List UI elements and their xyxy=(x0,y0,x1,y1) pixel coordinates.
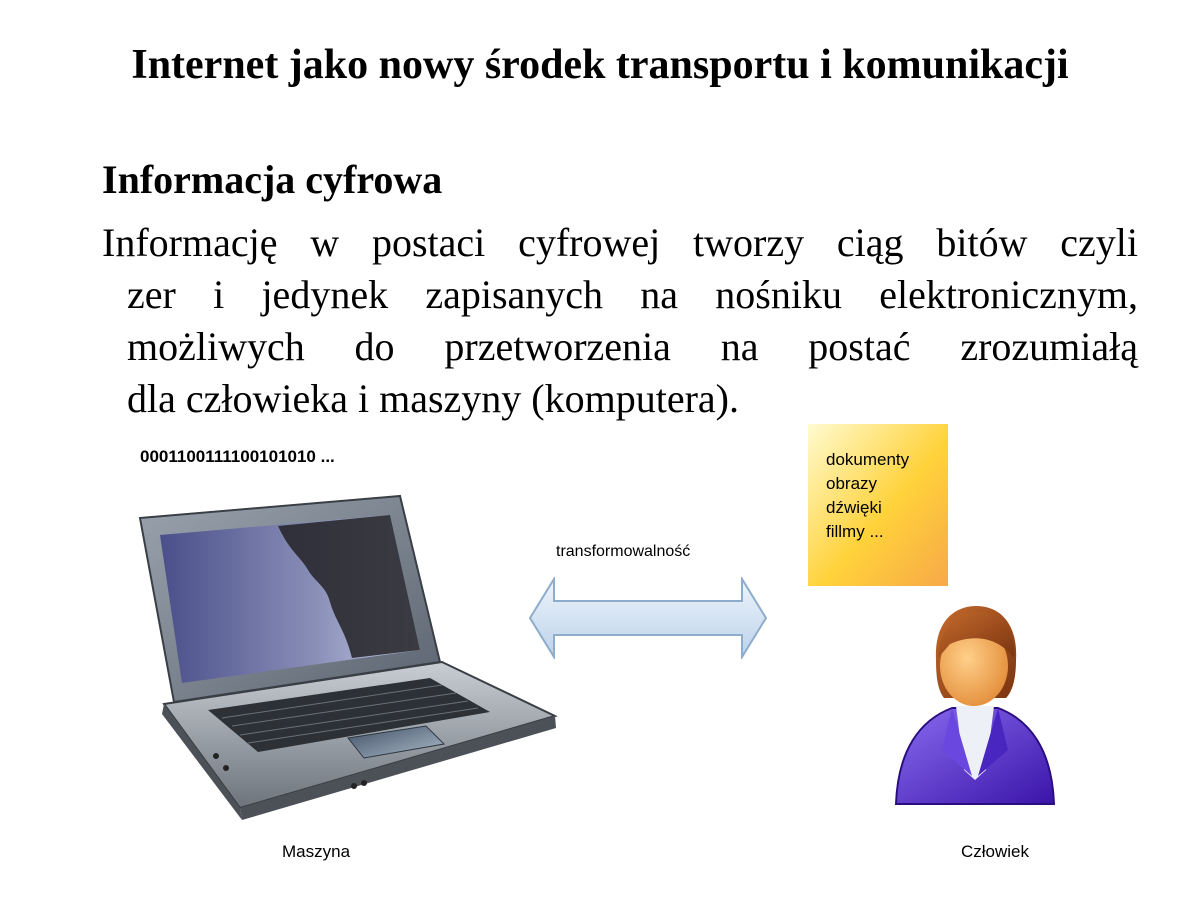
binary-string: 0001100111100101010 ... xyxy=(140,447,335,466)
body-line: zer i jedynek zapisanych na nośniku elektronicznym, xyxy=(127,272,1138,317)
note-item: obrazy xyxy=(826,474,878,493)
body-line: dla człowieka i maszyny (komputera). xyxy=(127,376,739,421)
note-list xyxy=(826,448,909,544)
user-icon xyxy=(890,600,1060,810)
machine-caption: Maszyna xyxy=(282,842,351,861)
note-item: dokumenty xyxy=(826,450,910,469)
body-line: Informację w postaci cyfrowej tworzy ciąg bitów czyli xyxy=(102,220,1138,265)
body-line: możliwych do przetworzenia na postać zrozumiałą xyxy=(127,324,1138,369)
laptop-icon xyxy=(130,490,570,820)
note-item: dźwięki xyxy=(826,498,882,517)
body-paragraph xyxy=(102,217,1138,425)
double-arrow-icon xyxy=(528,577,768,659)
human-caption: Człowiek xyxy=(961,842,1030,861)
arrow-label: transformowalność xyxy=(556,543,691,560)
section-heading: Informacja cyfrowa xyxy=(102,157,443,202)
slide-title: Internet jako nowy środek transportu i komunikacji xyxy=(131,42,1069,88)
note-item: fillmy ... xyxy=(826,522,884,541)
